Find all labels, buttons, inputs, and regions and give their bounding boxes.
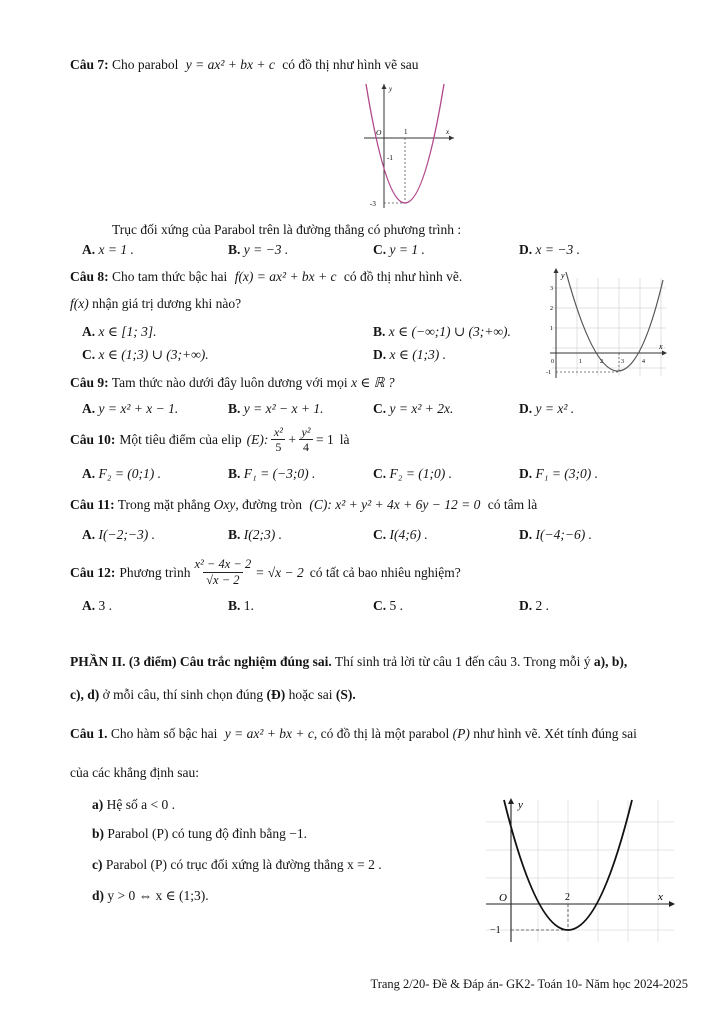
- q8-axis-x-label: x: [659, 342, 663, 351]
- q7-formula: y = ax² + bx + c: [185, 57, 275, 72]
- p2q1-origin-label: O: [499, 892, 507, 904]
- q8-option-c[interactable]: C. x ∈ (1;3) ∪ (3;+∞).: [82, 347, 209, 362]
- q8-option-d[interactable]: D. x ∈ (1;3) .: [373, 347, 446, 362]
- p2q1-stem: Câu 1. Cho hàm số bậc hai y = ax² + bx + c, có đồ thị là một parabol (P) như hình vẽ. Xét tính đúng sai: [70, 726, 637, 741]
- q12-label: Câu 12:: [70, 564, 116, 580]
- p2q1-statement-c[interactable]: c) Parabol (P) có trục đối xứng là đường thẳng x = 2 .: [92, 857, 382, 872]
- q8-option-a[interactable]: A. x ∈ [1; 3].: [82, 324, 157, 339]
- q7-tick-x: 1: [404, 128, 408, 136]
- q12-option-c[interactable]: C. 5 .: [373, 598, 403, 613]
- q12-option-d[interactable]: D. 2 .: [519, 598, 549, 613]
- q8-tick-x-2: 2: [600, 359, 603, 365]
- part2-heading-line2: c), d) ở mỗi câu, thí sinh chọn đúng (Đ) hoặc sai (S).: [70, 687, 356, 702]
- q8-x-arrow: [662, 351, 667, 356]
- part2-heading: PHẦN II. (3 điểm) Câu trắc nghiệm đúng sai. Thí sinh trả lời từ câu 1 đến câu 3. Trong mỗi ý a), b),: [70, 654, 628, 669]
- q7-option-c[interactable]: C. y = 1 .: [373, 242, 425, 257]
- q9-option-b[interactable]: B. y = x² − x + 1.: [228, 401, 324, 416]
- q8-y-arrow: [554, 268, 559, 273]
- q10-option-d[interactable]: D. F₁ = (3;0) .: [519, 466, 599, 481]
- q7-tick-y2: -3: [370, 200, 376, 208]
- q7-y-arrow: [382, 84, 387, 89]
- p2q1-grid: [486, 800, 674, 942]
- p2q1-tick-x: 2: [565, 892, 570, 903]
- q10-option-c[interactable]: C. F₂ = (1;0) .: [373, 466, 453, 481]
- q10-option-b[interactable]: B. F₁ = (−3;0) .: [228, 466, 316, 481]
- q8-stem-line2: f(x) nhận giá trị dương khi nào?: [70, 296, 242, 311]
- q11-formula: (C): x² + y² + 4x + 6y − 12 = 0: [309, 497, 481, 512]
- q11-option-d[interactable]: D. I(−4;−6) .: [519, 527, 592, 542]
- q9-option-c[interactable]: C. y = x² + 2x.: [373, 401, 454, 416]
- q8-stem: Câu 8: Cho tam thức bậc hai f(x) = ax² + bx + c có đồ thị như hình vẽ.: [70, 269, 463, 284]
- q7-origin-label: O: [376, 128, 382, 137]
- q7-option-b[interactable]: B. y = −3 .: [228, 242, 289, 257]
- q11-option-c[interactable]: C. I(4;6) .: [373, 527, 428, 542]
- q12-option-b[interactable]: B. 1.: [228, 598, 254, 613]
- q12-fraction: $\frac{\text{x² − 4x − 2}}{√x - 2}$: [194, 557, 252, 587]
- q12-option-a[interactable]: A. 3 .: [82, 598, 112, 613]
- page-footer: Trang 2/20- Đề & Đáp án- GK2- Toán 10- Năm học 2024-2025: [370, 977, 688, 991]
- q11-option-b[interactable]: B. I(2;3) .: [228, 527, 282, 542]
- q8-grid: [552, 278, 666, 376]
- q11-option-a[interactable]: A. I(−2;−3) .: [82, 527, 155, 542]
- q10-label: Câu 10:: [70, 431, 116, 447]
- q8-tick-y-3: 3: [550, 286, 553, 292]
- q7-tick-y1: -1: [387, 154, 393, 162]
- q8-option-b[interactable]: B. x ∈ (−∞;1) ∪ (3;+∞).: [373, 324, 511, 339]
- q9-formula: x ∈ ℝ ?: [351, 375, 395, 390]
- q11-label: Câu 11:: [70, 497, 115, 512]
- q7-text: Cho parabol: [112, 57, 179, 72]
- q7-option-a[interactable]: A. x = 1 .: [82, 242, 134, 257]
- part2-title: PHẦN II. (3 điểm) Câu trắc nghiệm đúng sai.: [70, 654, 332, 669]
- q8-tick-x-0: 0: [551, 359, 554, 365]
- q10-fraction-1: x² 5: [271, 425, 285, 454]
- q8-tick-y-neg1: -1: [546, 370, 551, 376]
- q7-label: Câu 7:: [70, 57, 109, 72]
- q10-option-a[interactable]: A. F₂ = (0;1) .: [82, 466, 162, 481]
- q8-tick-y-1: 1: [550, 326, 553, 332]
- q9-label: Câu 9:: [70, 375, 109, 390]
- p2q1-parabol-graph: [482, 792, 678, 944]
- p2q1-statement-d[interactable]: d) y > 0 ⇔ x ∈ (1;3).: [92, 888, 209, 903]
- q7-option-d[interactable]: D. x = −3 .: [519, 242, 580, 257]
- q10-fraction-2: $\frac{\text{y²}}{4}$: [299, 425, 313, 454]
- q10-stem: Câu 10: Một tiêu điểm của elip (E): x² 5 + $\frac{\text{y²}}{4}$ = 1 là: [70, 425, 350, 454]
- p2q1-y-arrow: [508, 798, 514, 804]
- q8-axis-y-label: y: [561, 271, 565, 280]
- q8-tick-x-3: 3: [621, 359, 624, 365]
- q8-label: Câu 8:: [70, 269, 109, 284]
- p2q1-x-arrow: [669, 901, 675, 907]
- q7-axis-y-label: y: [389, 85, 393, 93]
- q7-parabol-graph: [362, 82, 456, 210]
- p2q1-statement-a[interactable]: a) Hệ số a < 0 .: [92, 797, 175, 812]
- q8-formula: f(x) = ax² + bx + c: [234, 269, 337, 284]
- p2q1-label: Câu 1.: [70, 726, 108, 741]
- q8-parabola: [566, 272, 663, 371]
- p2q1-stem-line2: của các khẳng định sau:: [70, 765, 199, 780]
- q8-tick-x-1: 1: [579, 359, 582, 365]
- q8-parabol-graph: [540, 266, 668, 380]
- q8-tick-x-4: 4: [642, 359, 645, 365]
- p2q1-formula: y = ax² + bx + c: [224, 726, 314, 741]
- q7-x-arrow: [449, 136, 454, 141]
- p2q1-axis-y-label: y: [518, 799, 523, 811]
- q8-tick-y-2: 2: [550, 306, 553, 312]
- q7-stem: [70, 57, 419, 73]
- q7-question: Trục đối xứng của Parabol trên là đường thẳng có phương trình :: [112, 222, 462, 237]
- q9-stem: Câu 9: Tam thức nào dưới đây luôn dương với mọi x ∈ ℝ ?: [70, 375, 395, 390]
- q11-stem: Câu 11: Trong mặt phẳng Oxy, đường tròn (C): x² + y² + 4x + 6y − 12 = 0 có tâm là: [70, 497, 538, 512]
- p2q1-tick-y: −1: [490, 925, 501, 936]
- q12-stem: Câu 12: Phương trình $\frac{\text{x² − 4x − 2}}{√x - 2}$ = √x − 2 có tất cả bao nhiêu nghiệm?: [70, 557, 461, 587]
- p2q1-statement-b[interactable]: b) Parabol (P) có tung độ đỉnh bằng −1.: [92, 826, 307, 841]
- p2q1-axis-x-label: x: [658, 891, 663, 903]
- q9-option-a[interactable]: A. y = x² + x − 1.: [82, 401, 179, 416]
- q9-option-d[interactable]: D. y = x² .: [519, 401, 575, 416]
- q7-text-b: có đồ thị như hình vẽ sau: [282, 57, 419, 72]
- q7-axis-x-label: x: [446, 128, 450, 136]
